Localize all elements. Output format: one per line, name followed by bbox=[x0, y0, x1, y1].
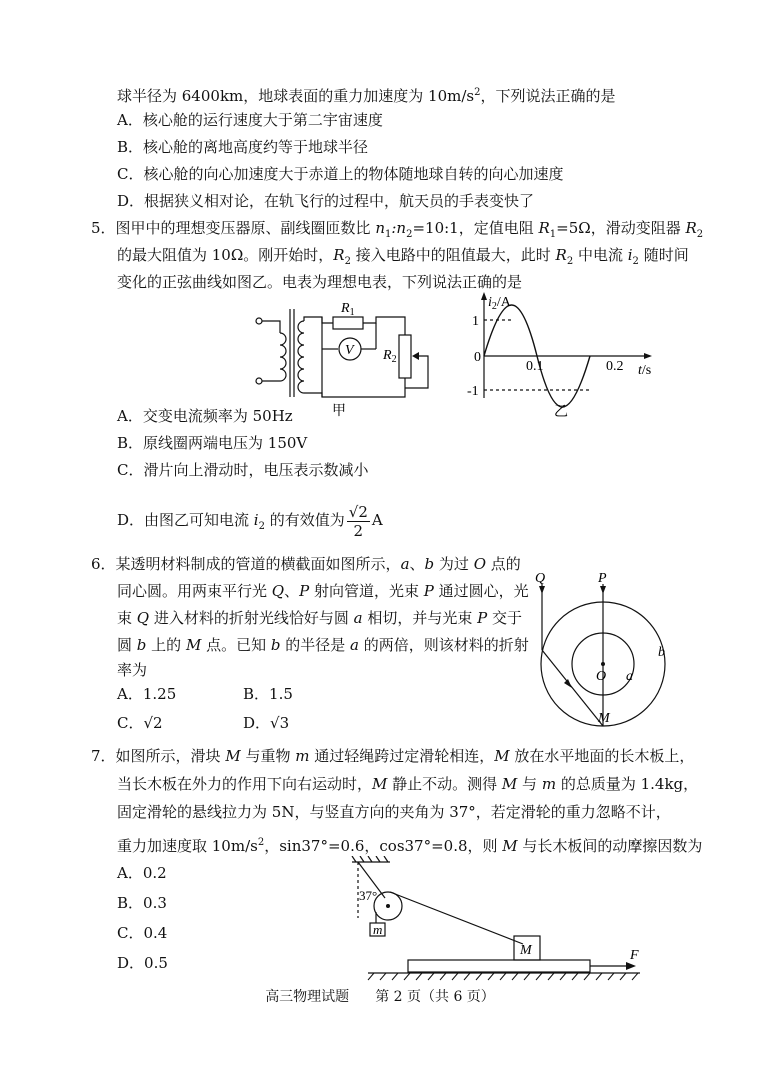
q6-label-m: M bbox=[598, 711, 610, 726]
page-footer: 高三物理试题 第 2 页（共 6 页） bbox=[265, 989, 495, 1005]
q6-option-d: D．√3 bbox=[243, 714, 290, 732]
q6-stem-line1: 6．某透明材料制成的管道的横截面如图所示，a、b 为过 O 点的 bbox=[91, 555, 521, 573]
q6-option-a: A．1.25 bbox=[117, 685, 177, 703]
q5-option-a: A．交变电流频率为 50Hz bbox=[117, 407, 293, 425]
q5-circuit-figure bbox=[250, 295, 450, 420]
q4-option-c: C．核心舱的向心加速度大于赤道上的物体随地球自转的向心加速度 bbox=[117, 165, 564, 183]
q6-label-b: b bbox=[658, 645, 665, 660]
q5-graph-y1: 1 bbox=[472, 314, 479, 329]
q5-option-d: D．由图乙可知电流 $i_2$ 的有效值为 $\frac{√2}{2}$ A bbox=[117, 502, 383, 540]
q6-option-b: B．1.5 bbox=[243, 685, 293, 703]
q7-option-d: D．0.5 bbox=[117, 954, 168, 972]
q7-option-c: C．0.4 bbox=[117, 924, 168, 942]
q6-label-p: P bbox=[598, 571, 607, 586]
q5-graph-origin: 0 bbox=[474, 350, 481, 365]
q7-option-a: A．0.2 bbox=[117, 864, 167, 882]
q5-label-r1: $R_1$ bbox=[341, 301, 355, 318]
q5-graph-ym1: -1 bbox=[467, 384, 479, 399]
q7-pulley-figure bbox=[340, 856, 650, 982]
q5-caption-yi: 乙 bbox=[554, 405, 568, 420]
q5-option-c: C．滑片向上滑动时，电压表示数减小 bbox=[117, 461, 369, 479]
q7-label-m-small: m bbox=[373, 922, 383, 937]
q6-label-a: a bbox=[626, 669, 633, 684]
q7-label-f: F bbox=[630, 948, 639, 963]
q7-option-b: B．0.3 bbox=[117, 894, 167, 912]
q5-stem-line1: 5．图甲中的理想变压器原、副线圈匝数比 $n_1:n_2=10:1$，定值电阻 $R_1=5\Omega$，滑动变阻器 $R_2$ bbox=[91, 219, 704, 240]
q5-graph-ylabel: $i_2/A$ bbox=[488, 295, 511, 312]
q5-option-b: B．原线圈两端电压为 150V bbox=[117, 434, 308, 452]
q6-label-q: Q bbox=[535, 571, 546, 586]
q7-label-m-big: M bbox=[520, 943, 532, 958]
q5-label-voltmeter: V bbox=[345, 343, 354, 358]
q4-option-a: A．核心舱的运行速度大于第二宇宙速度 bbox=[117, 111, 383, 129]
q6-stem-line3: 束 Q 进入材料的折射光线恰好与圆 a 相切，并与光束 P 交于 bbox=[117, 609, 523, 627]
q4-option-d: D．根据狭义相对论，在轨飞行的过程中，航天员的手表变快了 bbox=[117, 192, 535, 210]
q7-stem-line3: 固定滑轮的悬线拉力为 5N，与竖直方向的夹角为 37°，若定滑轮的重力忽略不计， bbox=[117, 803, 671, 821]
q6-pipe-figure bbox=[512, 570, 682, 730]
q7-label-angle: 37° bbox=[359, 888, 378, 903]
q6-stem-line5: 率为 bbox=[117, 661, 148, 679]
q5-stem-line3: 变化的正弦曲线如图乙。电表为理想电表，下列说法正确的是 bbox=[117, 273, 523, 291]
q4-option-b: B．核心舱的离地高度约等于地球半径 bbox=[117, 138, 369, 156]
q6-label-o: O bbox=[596, 669, 607, 684]
q6-option-c: C．√2 bbox=[117, 714, 163, 732]
q5-fraction: $\frac{√2}{2}$ bbox=[348, 502, 368, 540]
q5-current-graph bbox=[462, 292, 662, 422]
q6-stem-line4: 圆 b 上的 M 点。已知 b 的半径是 a 的两倍，则该材料的折射 bbox=[117, 636, 529, 654]
q5-label-r2: $R_2$ bbox=[383, 348, 397, 365]
q6-stem-line2: 同心圆。用两束平行光 Q、P 射向管道，光束 P 通过圆心，光 bbox=[117, 582, 529, 600]
q5-stem-line2: 的最大阻值为 10Ω。刚开始时，$R_2$ 接入电路中的阻值最大，此时 $R_2$ 中电流 $i_2$ 随时间 bbox=[117, 246, 689, 267]
q7-stem-line4: 重力加速度取 $10m/s^2$，sin37°=0.6，cos37°=0.8，则 M 与长木板间的动摩擦因数为 bbox=[117, 837, 703, 855]
q5-graph-x1: 0.1 bbox=[526, 359, 544, 374]
q5-caption-jia: 甲 bbox=[332, 404, 346, 419]
q5-graph-xlabel: t/s bbox=[638, 363, 652, 378]
q4-stem-tail: 球半径为 6400km，地球表面的重力加速度为 $10m/s^2$，下列说法正确的是 bbox=[117, 87, 616, 105]
q5-graph-x2: 0.2 bbox=[606, 359, 624, 374]
q7-stem-line1: 7．如图所示，滑块 M 与重物 m 通过轻绳跨过定滑轮相连，M 放在水平地面的长木板上， bbox=[91, 747, 695, 765]
q7-stem-line2: 当长木板在外力的作用下向右运动时，M 静止不动。测得 M 与 m 的总质量为 1.4kg， bbox=[117, 775, 699, 793]
